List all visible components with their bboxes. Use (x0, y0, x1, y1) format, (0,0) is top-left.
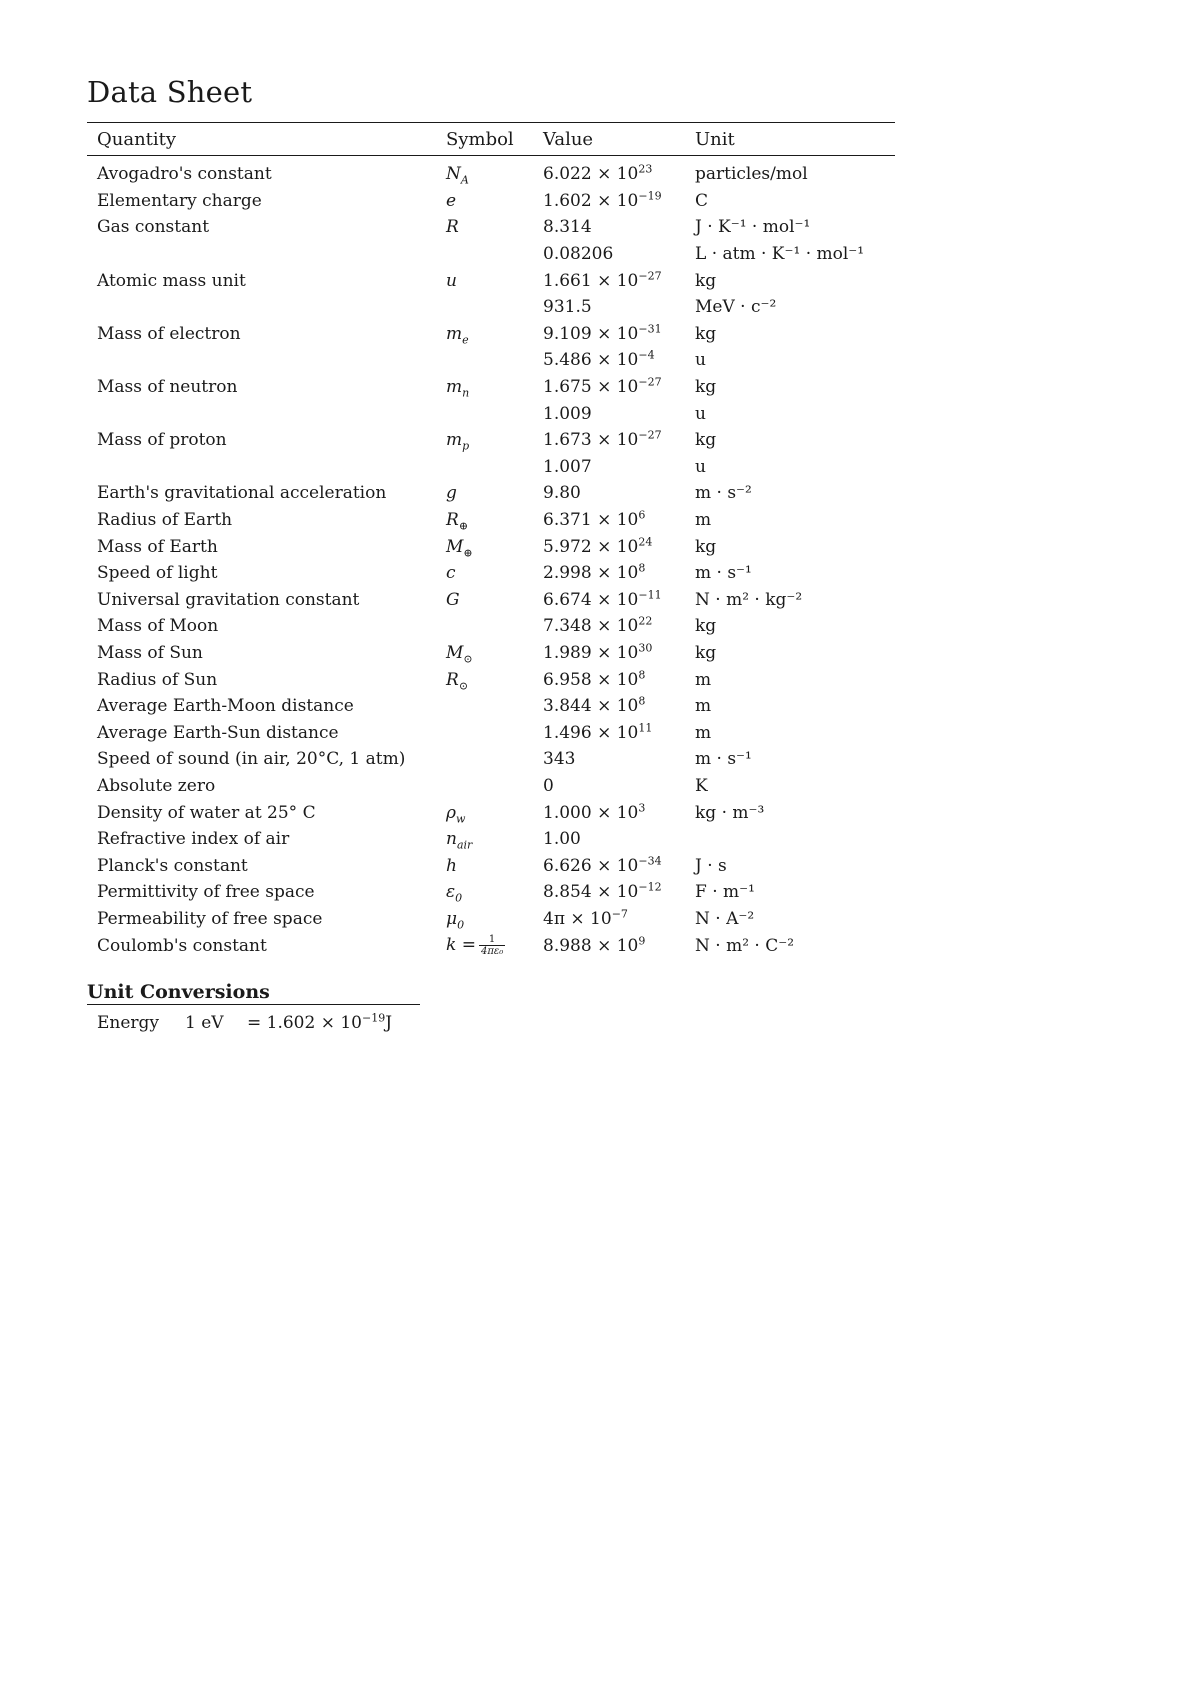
table-row (87, 560, 895, 587)
unit-cell: kg (695, 616, 717, 637)
value-mantissa: 5.486 × 10 (543, 350, 639, 371)
value-mantissa: 8.854 × 10 (543, 882, 639, 903)
symbol-text: μ (446, 908, 458, 929)
conversion-row (87, 1011, 895, 1035)
unit-cell: m (695, 510, 712, 531)
symbol-text: M (446, 642, 464, 663)
value-exponent: −27 (638, 375, 662, 389)
value-cell (539, 719, 687, 746)
symbol-cell (436, 932, 539, 959)
quantity-cell: Radius of Sun (97, 669, 218, 690)
value-mantissa: 5.972 × 10 (543, 536, 639, 557)
value-exponent: 23 (638, 162, 653, 176)
symbol-text: h (446, 855, 457, 876)
unit-cell: MeV · c⁻² (695, 297, 777, 318)
table-row (87, 321, 895, 348)
value-mantissa: 9.80 (543, 483, 581, 504)
value-cell (539, 321, 687, 348)
value-mantissa: 6.022 × 10 (543, 164, 639, 185)
value-mantissa: 1.009 (543, 403, 592, 424)
value-mantissa: 1.602 × 10 (543, 190, 639, 211)
value-mantissa: 6.371 × 10 (543, 510, 639, 531)
quantity-cell: Elementary charge (97, 190, 262, 211)
table-row (87, 188, 895, 215)
symbol-text: m (446, 377, 463, 398)
table-header-row (87, 123, 895, 156)
quantity-cell: Mass of proton (97, 430, 227, 451)
quantity-cell (87, 347, 436, 374)
value-cell (539, 374, 687, 401)
column-header-symbol: Symbol (436, 123, 539, 156)
quantity-cell: Mass of neutron (97, 377, 238, 398)
symbol-cell (436, 693, 539, 720)
table-row (87, 666, 895, 693)
value-mantissa: 1.00 (543, 829, 581, 850)
quantity-cell: Universal gravitation constant (97, 589, 360, 610)
quantity-cell: Density of water at 25° C (97, 802, 316, 823)
value-exponent: −7 (611, 907, 628, 921)
symbol-cell (436, 533, 539, 560)
quantity-cell: Atomic mass unit (97, 270, 246, 291)
unit-cell: kg (695, 323, 717, 344)
table-row (87, 852, 895, 879)
value-cell (539, 347, 687, 374)
table-row (87, 507, 895, 534)
symbol-cell (436, 241, 539, 268)
unit-cell: m (695, 722, 712, 743)
value-mantissa: 4π × 10 (543, 908, 612, 929)
conversion-name: Energy (97, 1012, 160, 1033)
table-row (87, 156, 895, 188)
table-row (87, 799, 895, 826)
unit-cell: m (695, 696, 712, 717)
value-mantissa: 0 (543, 775, 554, 796)
symbol-cell (436, 906, 539, 933)
value-exponent: 8 (638, 694, 646, 708)
value-cell (539, 640, 687, 667)
symbol-cell (436, 746, 539, 773)
quantity-cell (87, 454, 436, 481)
fraction-denominator: 4πε₀ (480, 946, 504, 958)
symbol-text: ε (446, 882, 456, 903)
unit-cell: F · m⁻¹ (695, 882, 755, 903)
unit-cell: kg (695, 377, 717, 398)
unit-cell: J · s (695, 855, 727, 876)
constants-table (87, 122, 895, 959)
value-cell (539, 932, 687, 959)
conversion-rhs (247, 1011, 392, 1035)
value-cell (539, 427, 687, 454)
unit-cell: J · K⁻¹ · mol⁻¹ (695, 217, 811, 238)
value-mantissa: 1.989 × 10 (543, 642, 639, 663)
value-cell (539, 906, 687, 933)
value-cell (539, 400, 687, 427)
unit-cell: N · m² · C⁻² (695, 935, 795, 956)
conversion-lhs: 1 eV (185, 1012, 224, 1033)
symbol-text: M (446, 536, 464, 557)
symbol-cell (436, 267, 539, 294)
symbol-subscript: p (462, 439, 470, 453)
unit-cell: kg · m⁻³ (695, 802, 765, 823)
value-mantissa: 3.844 × 10 (543, 696, 639, 717)
table-row (87, 640, 895, 667)
table-row (87, 879, 895, 906)
table-row (87, 267, 895, 294)
quantity-cell: Gas constant (97, 217, 210, 238)
value-cell (539, 560, 687, 587)
value-mantissa: 1.496 × 10 (543, 722, 639, 743)
unit-conversions-heading: Unit Conversions (87, 981, 420, 1005)
table-row (87, 347, 895, 374)
symbol-subscript: 0 (457, 918, 465, 932)
column-header-value: Value (539, 123, 687, 156)
quantity-cell: Avogadro's constant (97, 164, 272, 185)
symbol-subscript: ⊙ (463, 652, 473, 666)
value-cell (539, 666, 687, 693)
value-mantissa: 8.988 × 10 (543, 935, 639, 956)
symbol-cell (436, 852, 539, 879)
unit-cell: m · s⁻² (695, 483, 752, 504)
symbol-cell (436, 347, 539, 374)
symbol-text: R (446, 217, 459, 238)
value-cell (539, 533, 687, 560)
symbol-cell (436, 400, 539, 427)
table-row (87, 374, 895, 401)
symbol-text: R (446, 669, 459, 690)
unit-cell: L · atm · K⁻¹ · mol⁻¹ (695, 244, 865, 265)
value-cell (539, 454, 687, 481)
table-row (87, 719, 895, 746)
value-exponent: 30 (638, 641, 653, 655)
value-cell (539, 267, 687, 294)
quantity-cell: Speed of light (97, 563, 218, 584)
symbol-text: u (446, 270, 457, 291)
value-exponent: 24 (638, 534, 653, 548)
table-row (87, 587, 895, 614)
value-exponent: 9 (638, 933, 646, 947)
value-cell (539, 156, 687, 188)
data-sheet-page (87, 74, 895, 1035)
value-cell (539, 294, 687, 321)
unit-cell: kg (695, 270, 717, 291)
symbol-text: m (446, 430, 463, 451)
fraction-numerator: 1 (479, 934, 505, 946)
symbol-subscript: air (456, 838, 473, 852)
quantity-cell: Planck's constant (97, 855, 248, 876)
symbol-cell (436, 454, 539, 481)
symbol-text: G (446, 589, 460, 610)
table-row (87, 693, 895, 720)
quantity-cell (87, 241, 436, 268)
table-row (87, 400, 895, 427)
symbol-cell (436, 188, 539, 215)
table-row (87, 294, 895, 321)
symbol-cell (436, 427, 539, 454)
constants-table-body (87, 156, 895, 959)
value-exponent: 3 (638, 800, 646, 814)
value-mantissa: 0.08206 (543, 244, 614, 265)
table-row (87, 214, 895, 241)
quantity-cell (87, 294, 436, 321)
table-row (87, 427, 895, 454)
unit-cell: m · s⁻¹ (695, 563, 752, 584)
symbol-cell (436, 587, 539, 614)
symbol-cell (436, 719, 539, 746)
symbol-cell (436, 879, 539, 906)
unit-cell: particles/mol (695, 164, 808, 185)
table-row (87, 533, 895, 560)
symbol-subscript: A (460, 173, 469, 187)
value-mantissa: 2.998 × 10 (543, 563, 639, 584)
symbol-fraction (479, 934, 505, 957)
symbol-text: m (446, 323, 463, 344)
quantity-cell: Coulomb's constant (97, 935, 267, 956)
value-cell (539, 773, 687, 800)
quantity-cell: Mass of Earth (97, 536, 218, 557)
quantity-cell: Average Earth-Sun distance (97, 722, 339, 743)
table-row (87, 906, 895, 933)
symbol-cell (436, 560, 539, 587)
value-mantissa: 6.626 × 10 (543, 855, 639, 876)
value-cell (539, 241, 687, 268)
symbol-subscript: ⊕ (463, 546, 473, 559)
value-cell (539, 879, 687, 906)
value-cell (539, 852, 687, 879)
unit-cell (687, 826, 895, 853)
table-row (87, 241, 895, 268)
symbol-subscript: n (462, 386, 470, 400)
symbol-text: n (446, 829, 457, 850)
value-mantissa: 1.007 (543, 456, 592, 477)
symbol-text: c (446, 563, 456, 584)
value-mantissa: 1.675 × 10 (543, 377, 639, 398)
column-header-unit: Unit (687, 123, 895, 156)
value-mantissa: 1.000 × 10 (543, 802, 639, 823)
unit-cell: u (695, 403, 706, 424)
symbol-text: k = (446, 935, 476, 956)
value-cell (539, 507, 687, 534)
symbol-text: g (446, 483, 457, 504)
column-header-quantity: Quantity (87, 123, 436, 156)
unit-cell: K (695, 775, 708, 796)
table-row (87, 746, 895, 773)
symbol-cell (436, 507, 539, 534)
quantity-cell: Refractive index of air (97, 829, 290, 850)
symbol-subscript: e (462, 333, 469, 347)
quantity-cell: Mass of electron (97, 323, 241, 344)
symbol-text: R (446, 510, 459, 531)
table-row (87, 454, 895, 481)
symbol-subscript: 0 (455, 891, 463, 905)
symbol-cell (436, 156, 539, 188)
symbol-cell (436, 214, 539, 241)
value-cell (539, 480, 687, 507)
value-cell (539, 214, 687, 241)
value-cell (539, 693, 687, 720)
unit-cell: u (695, 456, 706, 477)
value-cell (539, 188, 687, 215)
value-mantissa: 7.348 × 10 (543, 616, 639, 637)
unit-cell: C (695, 190, 709, 211)
quantity-cell: Permeability of free space (97, 908, 323, 929)
conversion-rhs-unit: J (385, 1012, 393, 1033)
value-exponent: −34 (638, 854, 662, 868)
conversion-rhs-value: = 1.602 × 10 (247, 1012, 362, 1033)
value-exponent: 11 (638, 721, 653, 735)
value-exponent: 22 (638, 614, 653, 628)
value-exponent: −19 (638, 189, 662, 203)
quantity-cell: Absolute zero (97, 775, 216, 796)
value-mantissa: 1.673 × 10 (543, 430, 639, 451)
unit-cell: N · m² · kg⁻² (695, 589, 803, 610)
symbol-cell (436, 480, 539, 507)
quantity-cell: Mass of Moon (97, 616, 219, 637)
symbol-subscript: ⊙ (458, 678, 469, 692)
value-mantissa: 8.314 (543, 217, 592, 238)
value-cell (539, 587, 687, 614)
symbol-cell (436, 613, 539, 640)
symbol-cell (436, 321, 539, 348)
value-exponent: −4 (638, 348, 655, 362)
symbol-cell (436, 294, 539, 321)
value-cell (539, 799, 687, 826)
unit-cell: kg (695, 642, 717, 663)
value-exponent: −11 (638, 588, 662, 602)
quantity-cell: Mass of Sun (97, 642, 203, 663)
value-mantissa: 6.958 × 10 (543, 669, 639, 690)
symbol-subscript: w (456, 811, 466, 825)
value-exponent: −12 (638, 880, 662, 894)
value-mantissa: 6.674 × 10 (543, 589, 639, 610)
quantity-cell (87, 400, 436, 427)
quantity-cell: Average Earth-Moon distance (97, 696, 354, 717)
quantity-cell: Permittivity of free space (97, 882, 315, 903)
value-exponent: 6 (638, 508, 646, 522)
value-cell (539, 613, 687, 640)
value-cell (539, 746, 687, 773)
table-row (87, 826, 895, 853)
unit-conversions-list (87, 1011, 895, 1035)
value-mantissa: 931.5 (543, 297, 592, 318)
quantity-cell: Speed of sound (in air, 20°C, 1 atm) (97, 749, 406, 770)
value-exponent: −27 (638, 269, 662, 283)
value-exponent: −31 (638, 322, 662, 336)
value-cell (539, 826, 687, 853)
conversion-rhs-exponent: −19 (362, 1011, 386, 1025)
symbol-cell (436, 640, 539, 667)
symbol-text: N (446, 164, 461, 185)
unit-cell: m (695, 669, 712, 690)
unit-cell: m · s⁻¹ (695, 749, 752, 770)
symbol-cell (436, 773, 539, 800)
value-exponent: 8 (638, 561, 646, 575)
unit-cell: kg (695, 430, 717, 451)
value-exponent: 8 (638, 667, 646, 681)
value-mantissa: 343 (543, 749, 576, 770)
symbol-cell (436, 374, 539, 401)
symbol-text: e (446, 190, 457, 211)
symbol-text: ρ (446, 802, 456, 823)
unit-cell: u (695, 350, 706, 371)
page-title: Data Sheet (87, 75, 253, 109)
unit-cell: N · A⁻² (695, 908, 755, 929)
quantity-cell: Radius of Earth (97, 510, 233, 531)
value-mantissa: 9.109 × 10 (543, 323, 639, 344)
table-row (87, 773, 895, 800)
symbol-cell (436, 666, 539, 693)
value-exponent: −27 (638, 428, 662, 442)
symbol-cell (436, 799, 539, 826)
quantity-cell: Earth's gravitational acceleration (97, 483, 387, 504)
value-mantissa: 1.661 × 10 (543, 270, 639, 291)
unit-cell: kg (695, 536, 717, 557)
table-row (87, 932, 895, 959)
symbol-subscript: ⊕ (458, 519, 469, 533)
table-row (87, 613, 895, 640)
table-row (87, 480, 895, 507)
symbol-cell (436, 826, 539, 853)
